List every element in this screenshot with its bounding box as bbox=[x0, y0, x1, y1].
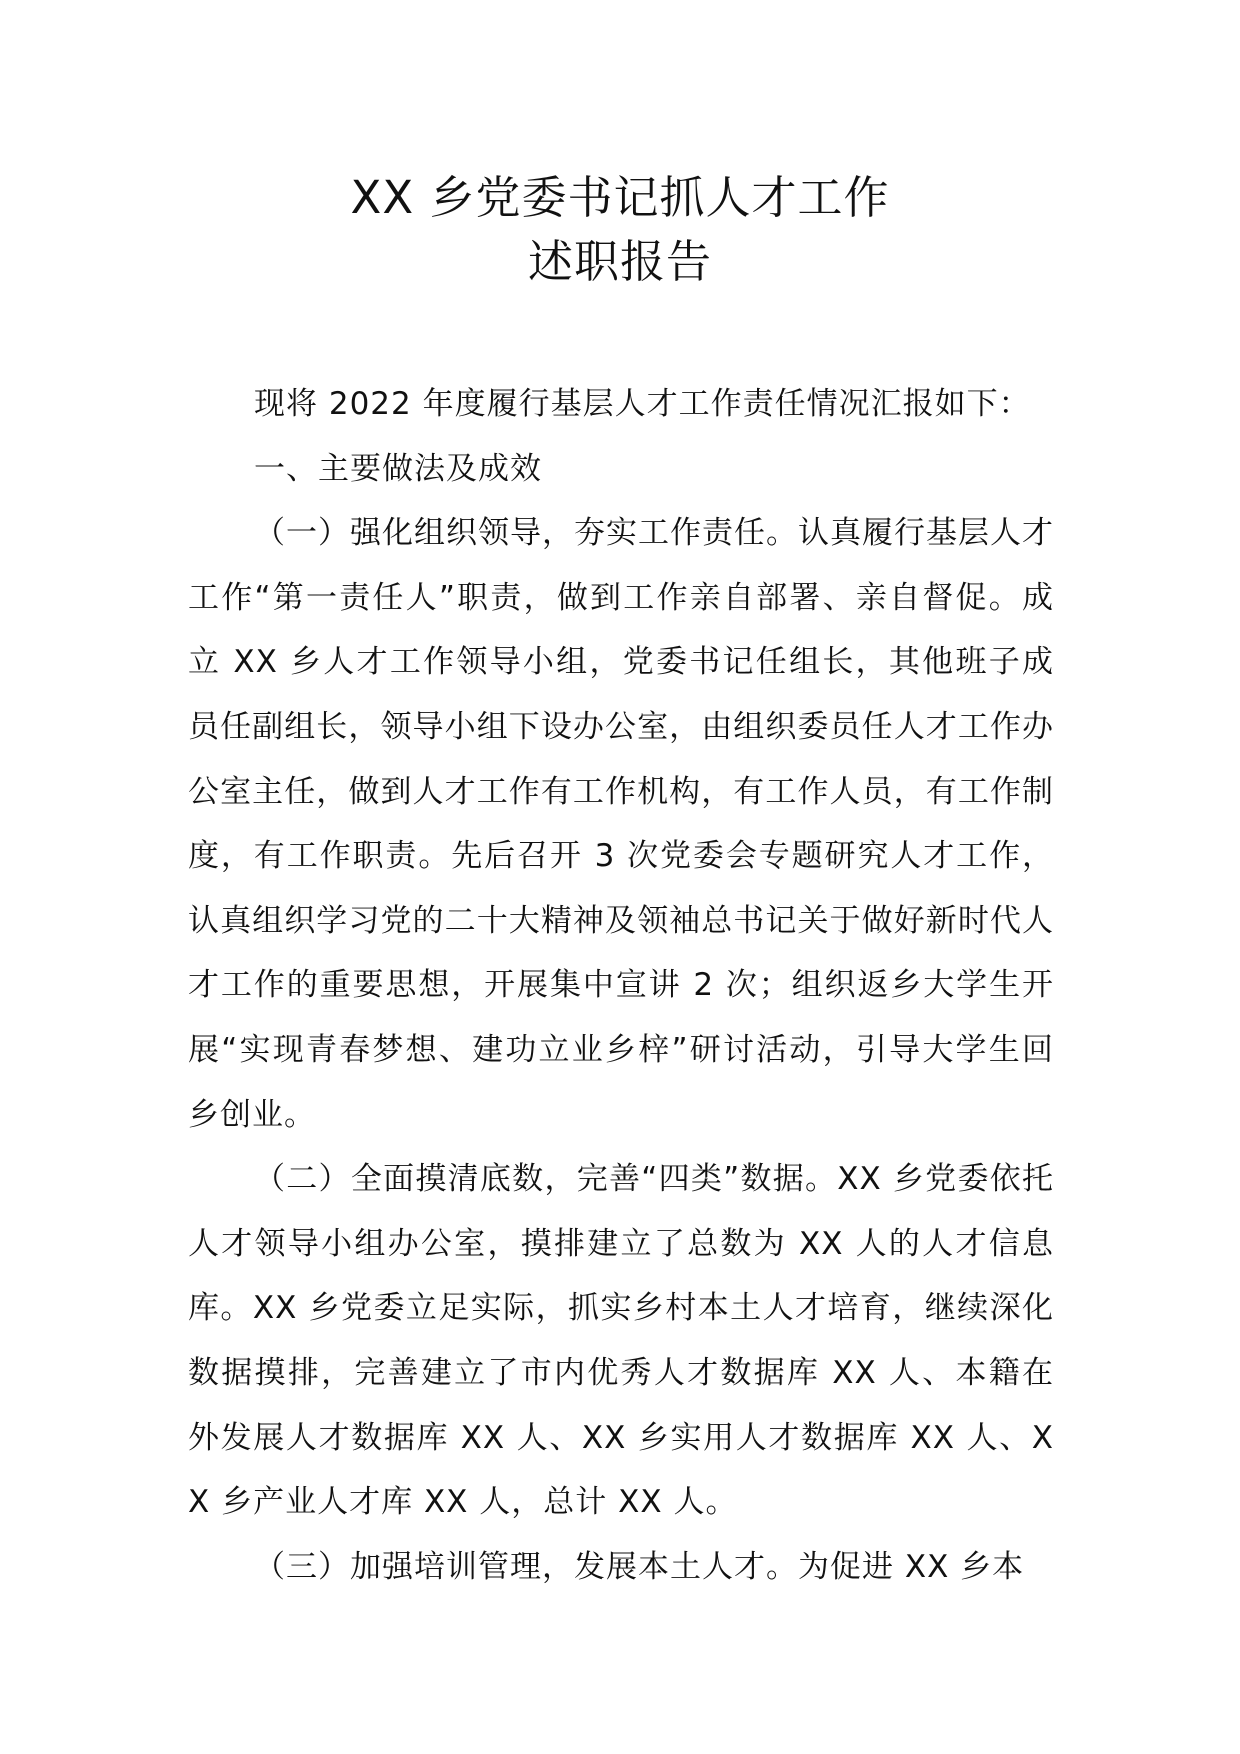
paragraph-organization-leadership: （一）强化组织领导，夯实工作责任。认真履行基层人才工作“第一责任人”职责，做到工作亲自部署、亲自督促。成立 XX 乡人才工作领导小组，党委书记任组长，其他班子成员任副组长，领导小组下设办公室，由组织委员任人才工作办公室主任，做到人才工作有工作机构，有工作人员，有工作制度，有工作职责。先后召开 3 次党委会专题研究人才工作，认真组织学习党的二十大精神及领袖总书记关于做好新时代人才工作的重要思想，开展集中宣讲 2 次；组织返乡大学生开展“实现青春梦想、建功立业乡梓”研讨活动，引导大学生回乡创业。 bbox=[188, 515, 1054, 1133]
section-heading-main-practices: 一、主要做法及成效 bbox=[254, 450, 542, 487]
paragraph-training-management: （三）加强培训管理，发展本土人才。为促进 XX 乡本 bbox=[254, 1548, 1025, 1585]
document-title-line-2: 述职报告 bbox=[527, 235, 712, 288]
paragraph-talent-database: （二）全面摸清底数，完善“四类”数据。XX 乡党委依托人才领导小组办公室，摸排建立了总数为 XX 人的人才信息库。XX 乡党委立足实际，抓实乡村本土人才培育，继续深化数据摸排，完善建立了市内优秀人才数据库 XX 人、本籍在外发展人才数据库 XX 人、XX 乡实用人才数据库 XX 人、XX 乡产业人才库 XX 人，总计 XX 人。 bbox=[188, 1161, 1054, 1521]
intro-paragraph: 现将 2022 年度履行基层人才工作责任情况汇报如下： bbox=[254, 386, 1031, 422]
document-body bbox=[188, 372, 1054, 1599]
document-title-line-1: XX 乡党委书记抓人才工作 bbox=[350, 171, 890, 224]
